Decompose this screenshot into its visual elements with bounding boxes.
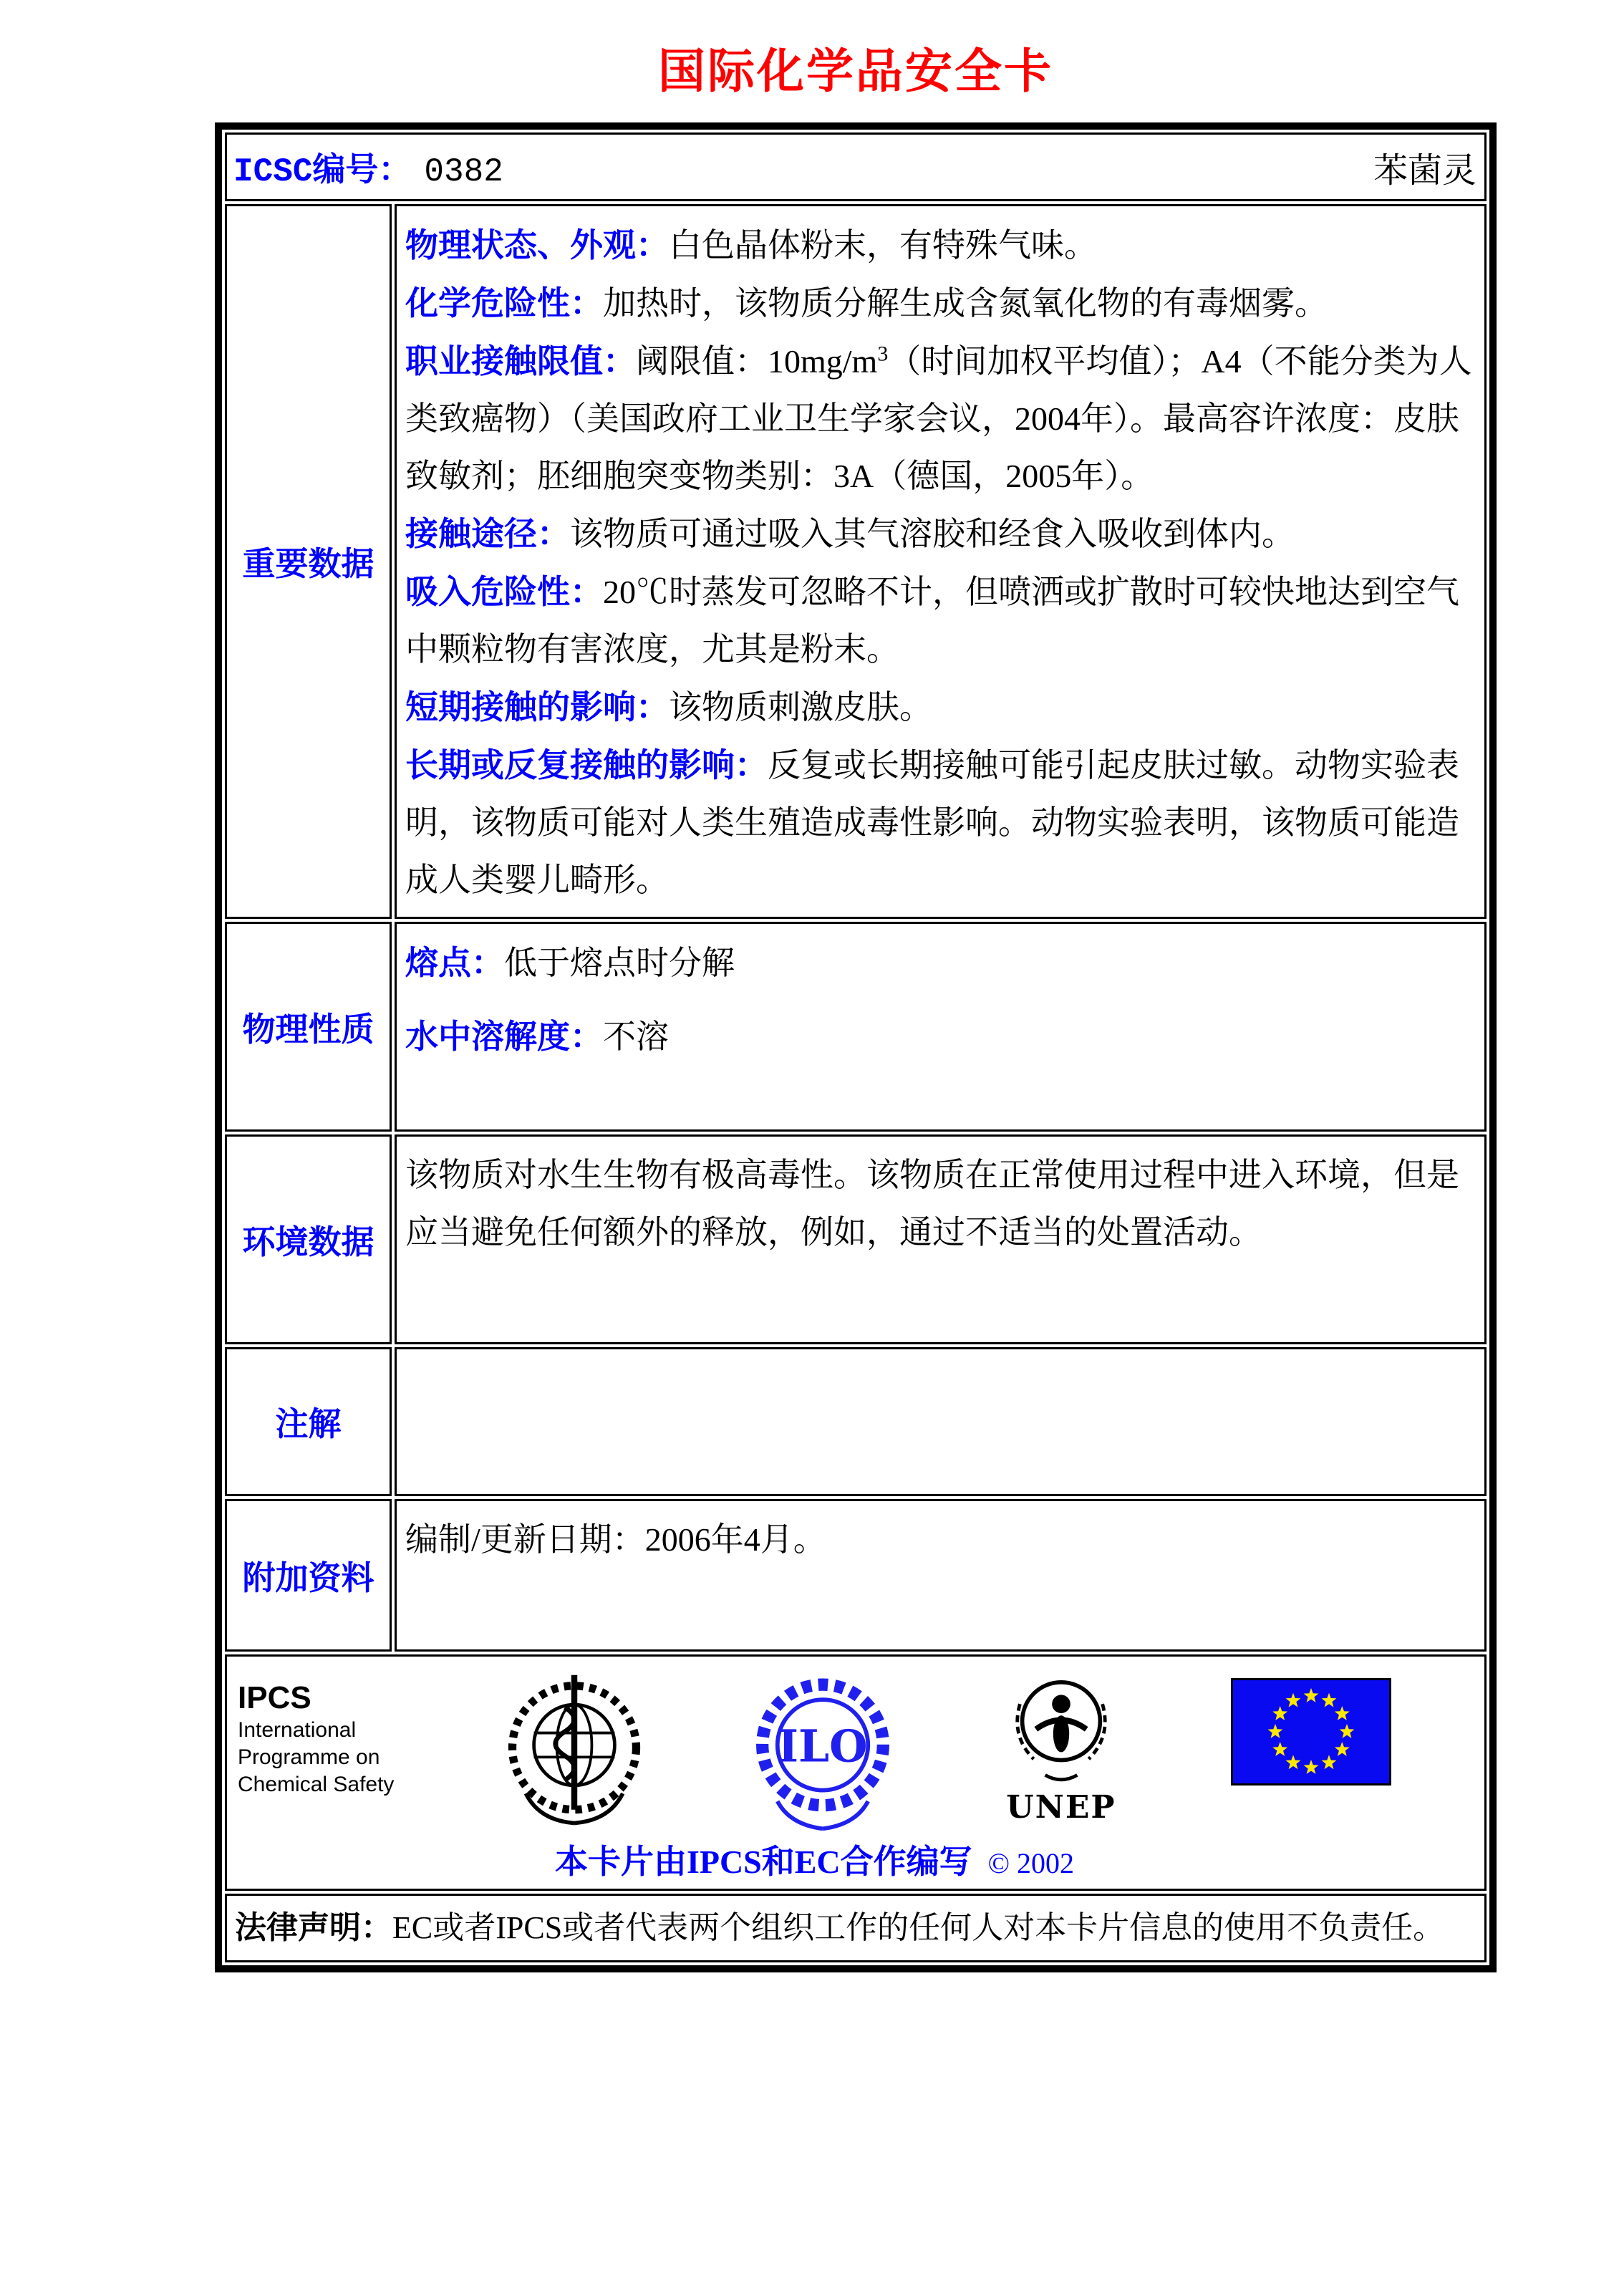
legal-notice-label: 法律声明： — [235, 1910, 392, 1945]
eu-flag-icon — [1231, 1678, 1391, 1786]
safety-card-table — [215, 122, 1497, 1972]
ilo-letters: ILO — [778, 1720, 868, 1773]
important-data-content — [395, 204, 1487, 919]
copyright-text: © 2002 — [987, 1847, 1075, 1879]
organization-logos — [238, 1669, 1391, 1834]
page-title: 国际化学品安全卡 — [658, 43, 1053, 99]
environmental-data-content — [395, 1134, 1487, 1344]
superscript-3: 3 — [877, 342, 889, 366]
header-row — [225, 132, 1487, 201]
ilo-logo-icon — [754, 1669, 891, 1834]
environmental-data-text: 该物质对水生生物有极高毒性。该物质在正常使用过程中进入环境，但是应当避免任何额外的释放，例如，通过不适当的处置活动。 — [405, 1157, 1459, 1250]
icsc-number-label: ICSC编号： — [233, 153, 412, 191]
ipcs-text-block: IPCS International Programme on Chemical Safety — [238, 1680, 395, 1796]
unep-logo-block — [1004, 1669, 1118, 1826]
card-header — [228, 135, 1484, 198]
chemical-name: 苯菌灵 — [1373, 151, 1476, 190]
card-container — [215, 0, 1497, 1972]
row-label-environmental-data: 环境数据 — [225, 1134, 392, 1344]
legal-notice — [228, 1897, 1484, 1960]
notes-content — [395, 1347, 1487, 1496]
environmental-data-row — [225, 1134, 1487, 1344]
icsc-number-value: 0382 — [424, 153, 503, 191]
legal-notice-text: EC或者IPCS或者代表两个组织工作的任何人对本卡片信息的使用不负责任。 — [392, 1910, 1445, 1945]
melting-point: 熔点：低于熔点时分解 — [405, 944, 735, 981]
additional-info-text: 编制/更新日期：2006年4月。 — [405, 1521, 826, 1558]
chemical-dangers: 化学危险性：加热时，该物质分解生成含氮氧化物的有毒烟雾。 — [405, 284, 1328, 322]
additional-info-content — [395, 1499, 1487, 1652]
row-label-additional-info: 附加资料 — [225, 1499, 392, 1652]
icsc-number-group — [233, 143, 503, 191]
ipcs-acronym: IPCS — [238, 1680, 311, 1715]
unep-logo-icon — [1004, 1669, 1118, 1791]
row-label-important-data: 重要数据 — [225, 204, 392, 919]
who-logo-icon — [507, 1669, 642, 1831]
physical-state-appearance: 物理状态、外观：白色晶体粉末，有特殊气味。 — [405, 226, 1097, 264]
long-term-effects: 长期或反复接触的影响：反复或长期接触可能引起皮肤过敏。动物实验表明，该物质可能对人类生殖造成毒性影响。动物实验表明，该物质可能造成人类婴儿畸形。 — [405, 746, 1459, 898]
legal-row — [225, 1894, 1487, 1962]
physical-properties-row — [225, 922, 1487, 1132]
notes-row — [225, 1347, 1487, 1496]
routes-of-exposure: 接触途径：该物质可通过吸入其气溶胶和经食入吸收到体内。 — [405, 515, 1295, 552]
caption-text: 本卡片由IPCS和EC合作编写 — [554, 1844, 972, 1880]
occupational-exposure-limits: 职业接触限值：阈限值：$10mg/m^3$（时间加权平均值）；A4（不能分类为人类致癌物）（美国政府工业卫生学家会议，2004年）。最高容许浓度：皮肤致敏剂；胚细胞突变物类别：3A（德国，2005年）。 — [405, 342, 1472, 494]
logos-row — [225, 1654, 1487, 1891]
additional-info-row — [225, 1499, 1487, 1652]
cooperation-caption — [238, 1836, 1391, 1883]
short-term-effects: 短期接触的影响：该物质刺激皮肤。 — [405, 688, 932, 726]
inhalation-risk: 吸入危险性：20℃时蒸发可忽略不计，但喷洒或扩散时可较快地达到空气中颗粒物有害浓度，尤其是粉末。 — [405, 573, 1459, 668]
physical-properties-content — [395, 922, 1487, 1132]
row-label-physical-properties: 物理性质 — [225, 922, 392, 1132]
important-data-row — [225, 204, 1487, 919]
unep-label: UNEP — [1006, 1789, 1116, 1826]
row-label-notes: 注解 — [225, 1347, 392, 1496]
water-solubility: 水中溶解度：不溶 — [405, 1018, 669, 1055]
